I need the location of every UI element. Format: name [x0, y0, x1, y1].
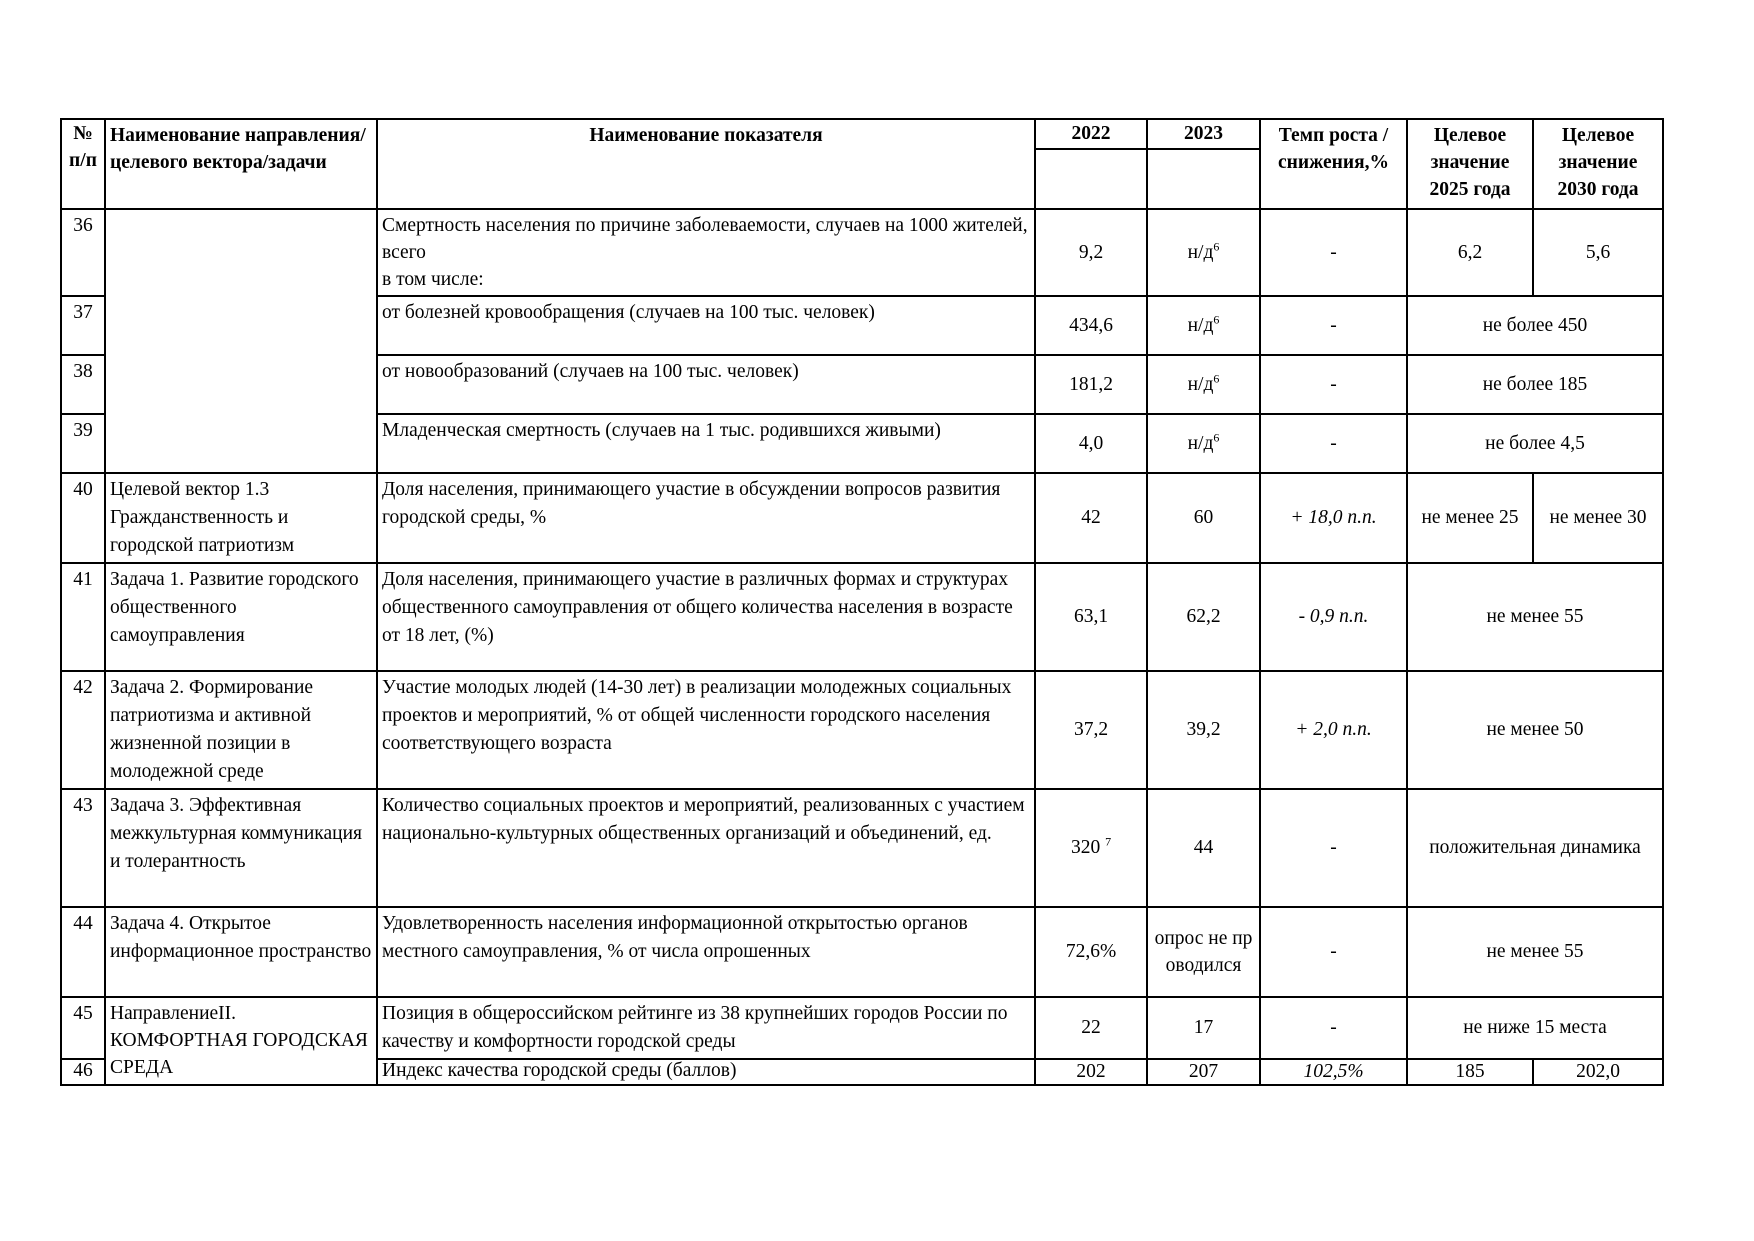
- row-value-2023: 17: [1147, 997, 1260, 1059]
- row-value-2022: 22: [1035, 997, 1147, 1059]
- row-target-2025: не менее 25: [1407, 473, 1533, 563]
- row-num: 43: [61, 789, 105, 907]
- header-num: № п/п: [61, 119, 105, 209]
- row-value-2023: опрос не проводился: [1147, 907, 1260, 997]
- row-value-2022: 63,1: [1035, 563, 1147, 671]
- nd-text: н/д: [1187, 373, 1214, 395]
- nd-text: н/д: [1187, 241, 1214, 263]
- row-indicator: от новообразований (случаев на 100 тыс. человек): [377, 355, 1035, 414]
- row-rate: 102,5%: [1260, 1059, 1407, 1085]
- row-indicator: Смертность населения по причине заболеваемости, случаев на 1000 жителей, всего в том числе:: [377, 209, 1035, 296]
- row-rate: -: [1260, 209, 1407, 296]
- row-value-2022: 9,2: [1035, 209, 1147, 296]
- row-target: не менее 50: [1407, 671, 1663, 789]
- footnote-marker: 6: [1213, 371, 1220, 385]
- row-value-2023: [1147, 296, 1260, 355]
- row-value-2022: 181,2: [1035, 355, 1147, 414]
- nd-text: н/д: [1187, 314, 1214, 336]
- table-row: [61, 671, 1663, 789]
- row-direction: Задача 4. Открытое информационное пространство: [105, 907, 377, 997]
- row-direction: Задача 3. Эффективная межкультурная коммуникация и толерантность: [105, 789, 377, 907]
- row-value-2022: 4,0: [1035, 414, 1147, 473]
- row-num: 45: [61, 997, 105, 1059]
- row-indicator: Доля населения, принимающего участие в различных формах и структурах общественного самоуправления от общего количества населения в возрасте от 18 лет, (%): [377, 563, 1035, 671]
- row-rate: - 0,9 п.п.: [1260, 563, 1407, 671]
- header-2023-blank: [1147, 149, 1260, 209]
- row-target: не более 450: [1407, 296, 1663, 355]
- header-2022: 2022: [1035, 119, 1147, 149]
- row-value-2023: 60: [1147, 473, 1260, 563]
- row-num: 44: [61, 907, 105, 997]
- row-value-2022: 37,2: [1035, 671, 1147, 789]
- row-num: 42: [61, 671, 105, 789]
- row-indicator: Позиция в общероссийском рейтинге из 38 крупнейших городов России по качеству и комфортности городской среды: [377, 997, 1035, 1059]
- row-indicator: Младенческая смертность (случаев на 1 тыс. родившихся живыми): [377, 414, 1035, 473]
- row-rate: -: [1260, 414, 1407, 473]
- table-row: [61, 997, 1663, 1059]
- row-target: положительная динамика: [1407, 789, 1663, 907]
- row-target-2030: не менее 30: [1533, 473, 1663, 563]
- header-indicator: Наименование показателя: [377, 119, 1035, 209]
- row-indicator: от болезней кровообращения (случаев на 100 тыс. человек): [377, 296, 1035, 355]
- indicator-table: [60, 118, 1664, 1086]
- footnote-marker: 6: [1213, 312, 1220, 326]
- row-rate: -: [1260, 789, 1407, 907]
- nd-text: н/д: [1187, 432, 1214, 454]
- row-num: 37: [61, 296, 105, 355]
- row-num: 40: [61, 473, 105, 563]
- row-num: 36: [61, 209, 105, 296]
- row-value-2023: 207: [1147, 1059, 1260, 1085]
- row-rate: -: [1260, 355, 1407, 414]
- row-indicator: Удовлетворенность населения информационной открытостью органов местного самоуправления, % от числа опрошенных: [377, 907, 1035, 997]
- header-rate: Темп роста / снижения,%: [1260, 119, 1407, 209]
- row-direction: Задача 1. Развитие городского общественного самоуправления: [105, 563, 377, 671]
- row-num: 46: [61, 1059, 105, 1085]
- row-value-2023: [1147, 355, 1260, 414]
- row-rate: + 2,0 п.п.: [1260, 671, 1407, 789]
- row-indicator: Индекс качества городской среды (баллов): [377, 1059, 1035, 1085]
- header-target-2030: Целевое значение 2030 года: [1533, 119, 1663, 209]
- table-row: [61, 563, 1663, 671]
- header-2022-blank: [1035, 149, 1147, 209]
- row-indicator: Участие молодых людей (14-30 лет) в реализации молодежных социальных проектов и мероприятий, % от общей численности городского населения соответствующего возраста: [377, 671, 1035, 789]
- row-value-2023: 44: [1147, 789, 1260, 907]
- row-value-2023: 62,2: [1147, 563, 1260, 671]
- header-2023: 2023: [1147, 119, 1260, 149]
- row-num: 38: [61, 355, 105, 414]
- row-direction-empty: [105, 209, 377, 473]
- row-target: не менее 55: [1407, 563, 1663, 671]
- row-indicator: Количество социальных проектов и мероприятий, реализованных с участием национально-культурных общественных организаций и объединений, ед.: [377, 789, 1035, 907]
- row-indicator: Доля населения, принимающего участие в обсуждении вопросов развития городской среды, %: [377, 473, 1035, 563]
- row-direction: НаправлениеII. КОМФОРТНАЯ ГОРОДСКАЯ СРЕДА: [105, 997, 377, 1085]
- row-rate: -: [1260, 997, 1407, 1059]
- row-rate: -: [1260, 907, 1407, 997]
- row-target-2025: 185: [1407, 1059, 1533, 1085]
- header-target-2025: Целевое значение 2025 года: [1407, 119, 1533, 209]
- row-rate: -: [1260, 296, 1407, 355]
- row-direction: Задача 2. Формирование патриотизма и активной жизненной позиции в молодежной среде: [105, 671, 377, 789]
- header-direction: Наименование направления/целевого вектора/задачи: [105, 119, 377, 209]
- row-value-2022: 72,6%: [1035, 907, 1147, 997]
- footnote-marker: 6: [1213, 239, 1220, 253]
- indicator-table-container: [60, 118, 1664, 1086]
- footnote-marker: 7: [1105, 834, 1112, 849]
- row-value-2023: 39,2: [1147, 671, 1260, 789]
- table-row: [61, 209, 1663, 296]
- row-value-2023: [1147, 209, 1260, 296]
- row-num: 41: [61, 563, 105, 671]
- row-value-2022: 202: [1035, 1059, 1147, 1085]
- row-target: не ниже 15 места: [1407, 997, 1663, 1059]
- table-row: [61, 789, 1663, 907]
- row-value-2022: 42: [1035, 473, 1147, 563]
- table-row: [61, 473, 1663, 563]
- row-value-2023: [1147, 414, 1260, 473]
- row-direction: Целевой вектор 1.3 Гражданственность и городской патриотизм: [105, 473, 377, 563]
- row-target: не более 185: [1407, 355, 1663, 414]
- row-rate: + 18,0 п.п.: [1260, 473, 1407, 563]
- row-value-2022: 434,6: [1035, 296, 1147, 355]
- footnote-marker: 6: [1213, 430, 1220, 444]
- row-num: 39: [61, 414, 105, 473]
- row-target: не более 4,5: [1407, 414, 1663, 473]
- row-target-2030: 5,6: [1533, 209, 1663, 296]
- row-target: не менее 55: [1407, 907, 1663, 997]
- value-text: 320: [1070, 837, 1101, 858]
- row-target-2030: 202,0: [1533, 1059, 1663, 1085]
- table-row: [61, 907, 1663, 997]
- row-value-2022: [1035, 789, 1147, 907]
- row-target-2025: 6,2: [1407, 209, 1533, 296]
